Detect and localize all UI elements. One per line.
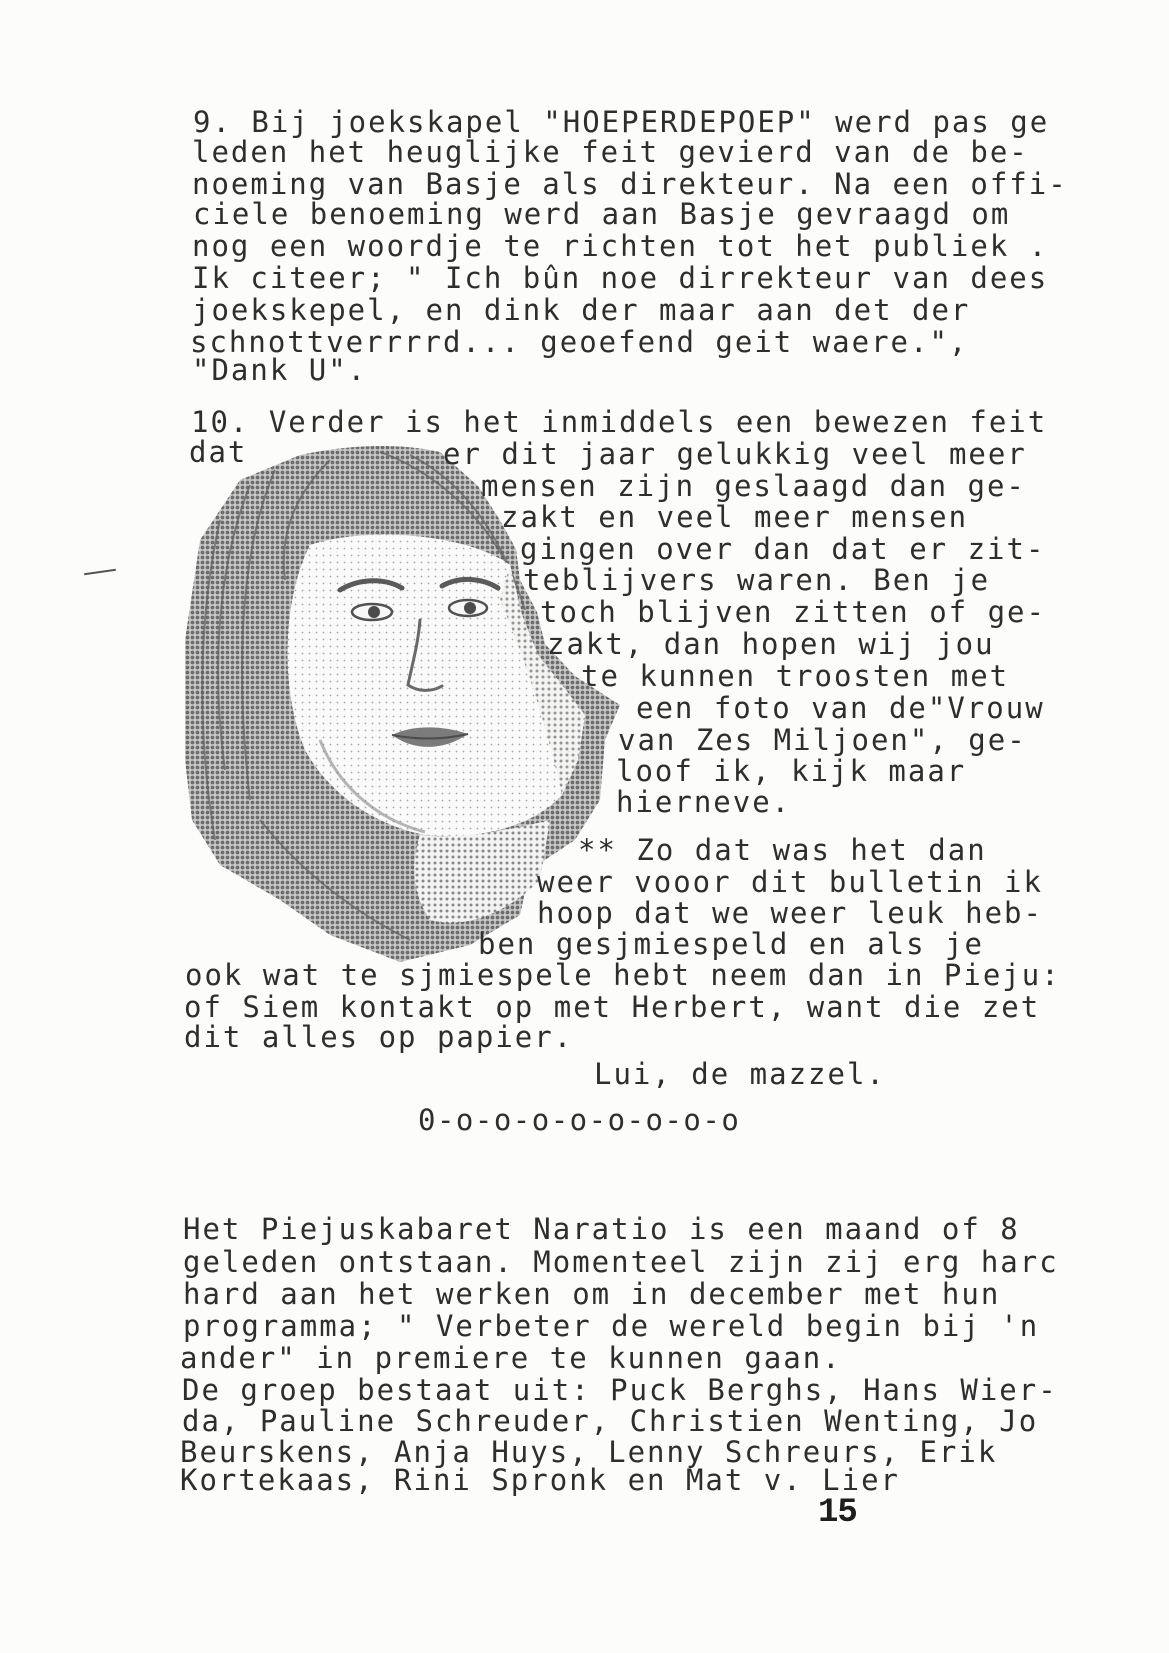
item-10-line: van Zes Miljoen", ge- <box>618 723 1027 757</box>
item-10-line: er dit jaar gelukkig veel meer <box>443 437 1027 471</box>
closing-line: ook wat te sjmiespele hebt neem dan in Pieju: <box>185 958 1061 992</box>
item-10-line: zakt en veel meer mensen <box>501 500 969 534</box>
item-9-line: "Dank U". <box>192 353 368 387</box>
kabaret-line: Kortekaas, Rini Spronk en Mat v. Lier <box>180 1463 901 1497</box>
item-9-line: Ik citeer; " Ich bûn noe dirrekteur van dees <box>192 261 1049 295</box>
item-10-line: een foto van de"Vrouw <box>636 691 1045 725</box>
kabaret-line: hard aan het werken om in december met hun <box>183 1277 1001 1311</box>
closing-line: ** Zo dat was het dan <box>578 833 987 867</box>
item-10-line: loof ik, kijk maar <box>616 754 967 788</box>
kabaret-line: Het Piejuskabaret Naratio is een maand of 8 <box>183 1212 1020 1246</box>
item-10-line: gingen over dan dat er zit- <box>520 532 1046 566</box>
item-9-line: leden het heuglijke feit gevierd van de be- <box>192 135 1029 169</box>
item-10-line: mensen zijn geslaagd dan ge- <box>481 469 1026 503</box>
item-10-line: teblijvers waren. Ben je <box>523 563 991 597</box>
kabaret-line: da, Pauline Schreuder, Christien Wenting, Jo <box>182 1404 1039 1438</box>
kabaret-line: ander" in premiere te kunnen gaan. <box>180 1341 842 1375</box>
item-10-line: 10. Verder is het inmiddels een bewezen feit <box>191 405 1048 439</box>
item-9-line: ciele benoeming werd aan Basje gevraagd om <box>193 197 1011 231</box>
kabaret-line: programma; " Verbeter de wereld begin bij 'n <box>183 1309 1040 1343</box>
page-number: 15 <box>818 1494 857 1532</box>
kabaret-line: geleden ontstaan. Momenteel zijn zij erg harc <box>183 1245 1059 1279</box>
item-10-line: te kunnen troosten met <box>581 659 1010 693</box>
item-9-line: nog een woordje te richten tot het publiek . <box>192 229 1049 263</box>
item-9-line: noeming van Basje als direkteur. Na een offi- <box>192 167 1068 201</box>
scan-mark <box>84 569 116 575</box>
closing-line: dit alles op papier. <box>184 1020 574 1054</box>
kabaret-line: De groep bestaat uit: Puck Berghs, Hans Wier- <box>182 1373 1058 1407</box>
item-10-line: toch blijven zitten of ge- <box>540 595 1046 629</box>
item-9-line: schnottverrrrd... geoefend geit waere.", <box>190 325 969 359</box>
item-9-line: joekskepel, en dink der maar aan det der <box>192 293 971 327</box>
closing-line: of Siem kontakt op met Herbert, want die zet <box>184 990 1041 1024</box>
item-10-line: dat <box>189 435 248 469</box>
closing-line: hoop dat we weer leuk heb- <box>537 896 1043 930</box>
closing-line: weer vooor dit bulletin ik <box>537 865 1043 899</box>
item-10-line: zakt, dan hopen wij jou <box>547 627 995 661</box>
kabaret-line: Beurskens, Anja Huys, Lenny Schreurs, Erik <box>180 1435 998 1469</box>
closing-line: ben gesjmiespeld en als je <box>478 927 984 961</box>
separator: 0-o-o-o-o-o-o-o-o <box>418 1103 741 1137</box>
item-9-line: 9. Bij joekskapel "HOEPERDEPOEP" werd pas ge <box>193 105 1050 139</box>
signoff: Lui, de mazzel. <box>594 1057 886 1091</box>
item-10-line: hierneve. <box>616 785 792 819</box>
